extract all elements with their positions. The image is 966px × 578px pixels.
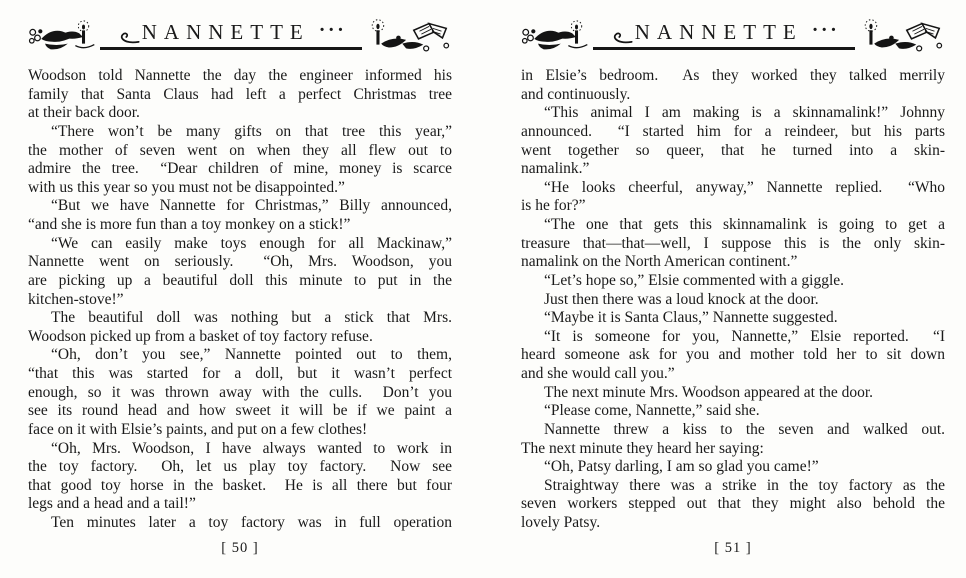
- text-line: in Elsie’s bedroom. As they worked they talked merrily: [521, 67, 945, 84]
- text-line: “Oh, Mrs. Woodson, I have always wanted to work in: [51, 439, 452, 457]
- text-line: with us this year so you must not be disappointed.”: [28, 178, 345, 196]
- title-block: [593, 20, 857, 54]
- page-text: [521, 67, 945, 533]
- text-line: “Let’s hope so,” Elsie commented with a giggle.: [544, 271, 845, 289]
- text-line: Ten minutes later a toy factory was in full operation: [51, 514, 452, 531]
- text-line: kitchen-stove!”: [28, 290, 124, 308]
- text-line: “He looks cheerful, anyway,” Nannette replied. “Who: [544, 178, 945, 196]
- text-line: The next minute they heard her saying:: [521, 439, 764, 457]
- text-line: went together so queer, that he turned into a skin-: [521, 141, 945, 159]
- text-line: “But we have Nannette for Christmas,” Billy announced,: [51, 197, 452, 215]
- title-block: [100, 20, 364, 54]
- text-line: that good toy horse in the basket. He is all there but four: [28, 476, 452, 494]
- text-line: “We can easily make toys enough for all Mackinaw,”: [51, 234, 452, 252]
- title-swash-icon: [611, 30, 633, 44]
- text-line: and continuously.: [521, 85, 631, 103]
- text-line: Nannette threw a kiss to the seven and walked out.: [544, 420, 945, 438]
- text-line: seven workers stepped out that they might also behold the: [521, 495, 945, 513]
- text-line: are picking up a beautiful doll this minute to put in the: [28, 271, 452, 289]
- text-line: family that Santa Claus had left a perfect Christmas tree: [28, 85, 452, 103]
- text-line: namalink.”: [521, 160, 590, 178]
- title-swash-icon: [118, 30, 140, 44]
- text-line: Woodson told Nannette the day the engineer informed his: [28, 67, 452, 84]
- page-text: [28, 67, 452, 533]
- page-number: [ 50 ]: [221, 539, 259, 556]
- text-line: is he for?”: [521, 197, 586, 215]
- text-line: “This animal I am making is a skinnamalink!” Johnny: [544, 104, 945, 122]
- text-line: the mother of seven went on when they all flew out to: [28, 141, 452, 159]
- book-page-left: [28, 12, 452, 557]
- text-line: namalink on the North American continent.”: [521, 253, 798, 271]
- title-dots: ···: [318, 19, 347, 41]
- text-line: heard someone ask for you and mother told her to sit down: [521, 346, 945, 364]
- text-line: The next minute Mrs. Woodson appeared at the door.: [544, 383, 874, 401]
- text-line: “Please come, Nannette,” said she.: [544, 402, 760, 420]
- text-line: announced. “I started him for a reindeer, but his parts: [521, 122, 945, 140]
- text-line: admire the tree. “Dear children of mine, money is scarce: [28, 160, 452, 178]
- text-line: Nannette went on seriously. “Oh, Mrs. Woodson, you: [28, 253, 452, 271]
- text-line: face on it with Elsie’s paints, and put on a few clothes!: [28, 420, 368, 438]
- text-line: “It is someone for you, Nannette,” Elsie reported. “I: [544, 327, 945, 345]
- text-line: “that this was started for a doll, but it wasn’t perfect: [28, 365, 452, 382]
- text-line: lovely Patsy.: [521, 514, 601, 531]
- text-line: “The one that gets this skinnamalink is going to get a: [544, 216, 945, 233]
- text-line: and she would call you.”: [521, 365, 675, 382]
- text-line: “Oh, don’t you see,” Nannette pointed out to them,: [51, 346, 452, 364]
- text-line: The beautiful doll was nothing but a stick that Mrs.: [51, 309, 452, 327]
- text-line: Just then there was a loud knock at the door.: [544, 290, 819, 308]
- page-header: [28, 12, 452, 54]
- text-line: “Oh, Patsy darling, I am so glad you came!”: [544, 458, 819, 476]
- holly-candle-ornament-icon: [521, 20, 593, 54]
- page-header: [521, 12, 945, 54]
- running-title: NANNETTE: [634, 19, 803, 45]
- text-line: “Maybe it is Santa Claus,” Nannette suggested.: [544, 309, 838, 327]
- page-number: [ 51 ]: [714, 539, 752, 556]
- title-underline: [100, 47, 362, 50]
- title-dots: ···: [811, 19, 840, 41]
- text-line: “and she is more fun than a toy monkey on a stick!”: [28, 216, 351, 233]
- text-line: at their back door.: [28, 104, 140, 122]
- text-line: enough, so it was thrown away with the culls. Don’t you: [28, 383, 452, 401]
- book-page-right: [521, 12, 945, 557]
- text-line: treasure that—that—well, I suppose this is the only skin-: [521, 234, 945, 252]
- text-line: Woodson picked up from a basket of toy factory refuse.: [28, 327, 373, 345]
- text-line: the toy factory. Oh, let us play toy factory. Now see: [28, 458, 452, 476]
- text-line: Straightway there was a strike in the toy factory as the: [544, 476, 945, 494]
- title-underline: [593, 47, 855, 50]
- candle-book-ornament-icon: [364, 18, 452, 54]
- running-title: NANNETTE: [141, 19, 310, 45]
- text-line: legs and a head and a tail!”: [28, 495, 196, 513]
- candle-book-ornament-icon: [857, 18, 945, 54]
- text-line: see its round head and how sweet it will be if we paint a: [28, 402, 452, 420]
- holly-candle-ornament-icon: [28, 20, 100, 54]
- text-line: “There won’t be many gifts on that tree this year,”: [51, 122, 452, 140]
